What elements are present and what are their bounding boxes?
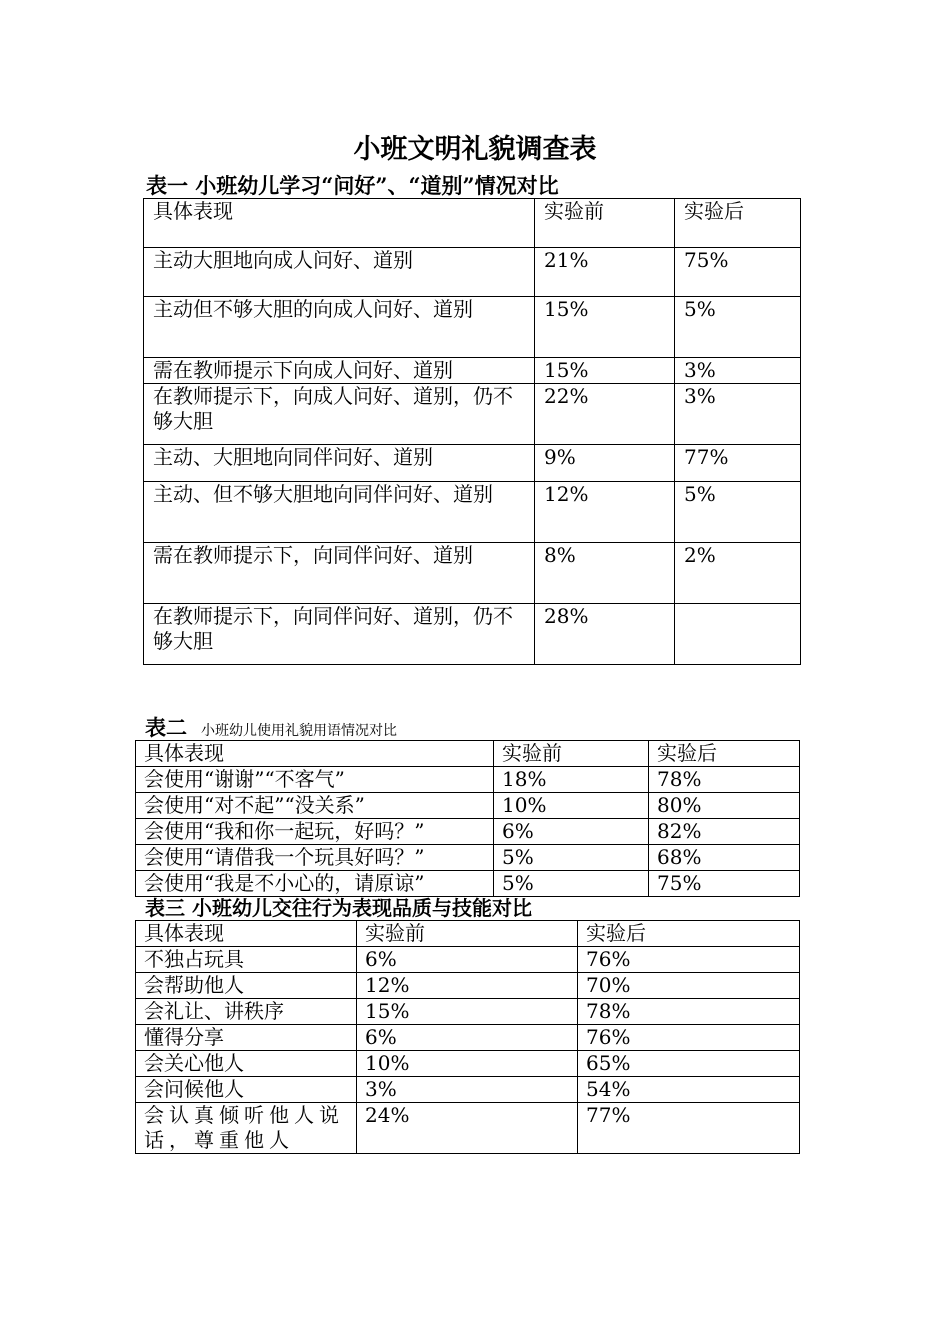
after-cell: 76% <box>578 1025 800 1051</box>
behavior-cell: 会关心他人 <box>136 1051 357 1077</box>
table-row <box>136 793 800 819</box>
after-cell: 3% <box>675 384 801 445</box>
header-cell: 具体表现 <box>136 741 494 767</box>
behavior-cell: 会使用“对不起”“没关系” <box>136 793 494 819</box>
header-cell: 实验后 <box>675 199 801 248</box>
table-row <box>144 384 801 445</box>
behavior-cell: 会使用“我是不小心的，请原谅” <box>136 871 494 897</box>
behavior-cell: 主动大胆地向成人问好、道别 <box>144 248 535 297</box>
after-cell: 82% <box>649 819 800 845</box>
before-cell: 21% <box>535 248 675 297</box>
table-header-row <box>136 741 800 767</box>
behavior-cell: 懂得分享 <box>136 1025 357 1051</box>
after-cell: 77% <box>675 445 801 482</box>
before-cell: 9% <box>535 445 675 482</box>
after-cell: 80% <box>649 793 800 819</box>
table-row <box>136 1051 800 1077</box>
before-cell: 3% <box>357 1077 578 1103</box>
before-cell: 15% <box>535 297 675 358</box>
after-cell: 78% <box>649 767 800 793</box>
behavior-cell: 会问候他人 <box>136 1077 357 1103</box>
table-row <box>144 482 801 543</box>
before-cell: 5% <box>494 845 649 871</box>
table-row <box>144 445 801 482</box>
document-title: 小班文明礼貌调查表 <box>353 134 597 165</box>
header-cell: 具体表现 <box>144 199 535 248</box>
behavior-cell: 主动、大胆地向同伴问好、道别 <box>144 445 535 482</box>
after-cell: 5% <box>675 482 801 543</box>
header-cell: 具体表现 <box>136 921 357 947</box>
table-row <box>136 845 800 871</box>
after-cell: 5% <box>675 297 801 358</box>
table-row <box>136 767 800 793</box>
table-row <box>136 1025 800 1051</box>
table-row <box>144 358 801 384</box>
before-cell: 12% <box>535 482 675 543</box>
table-row <box>136 973 800 999</box>
table1 <box>143 198 801 665</box>
before-cell: 28% <box>535 604 675 665</box>
after-cell <box>675 604 801 665</box>
before-cell: 5% <box>494 871 649 897</box>
table2-caption-label: 表二 <box>145 715 187 740</box>
table3 <box>135 920 800 1154</box>
table-row <box>136 999 800 1025</box>
header-cell: 实验前 <box>357 921 578 947</box>
after-cell: 77% <box>578 1103 800 1154</box>
table2 <box>135 740 800 897</box>
after-cell: 75% <box>675 248 801 297</box>
table-row <box>136 1077 800 1103</box>
header-cell: 实验后 <box>578 921 800 947</box>
before-cell: 15% <box>535 358 675 384</box>
behavior-cell: 在教师提示下，向同伴问好、道别，仍不够大胆 <box>144 604 535 665</box>
table-row <box>136 947 800 973</box>
table2-caption-text: 小班幼儿使用礼貌用语情况对比 <box>201 723 397 739</box>
after-cell: 68% <box>649 845 800 871</box>
behavior-cell: 不独占玩具 <box>136 947 357 973</box>
before-cell: 10% <box>494 793 649 819</box>
table-row <box>144 604 801 665</box>
behavior-cell: 主动、但不够大胆地向同伴问好、道别 <box>144 482 535 543</box>
before-cell: 8% <box>535 543 675 604</box>
after-cell: 2% <box>675 543 801 604</box>
before-cell: 22% <box>535 384 675 445</box>
table-row <box>144 248 801 297</box>
after-cell: 54% <box>578 1077 800 1103</box>
header-cell: 实验前 <box>494 741 649 767</box>
table-header-row <box>144 199 801 248</box>
behavior-cell: 在教师提示下，向成人问好、道别，仍不够大胆 <box>144 384 535 445</box>
before-cell: 15% <box>357 999 578 1025</box>
table-row <box>144 297 801 358</box>
behavior-cell: 会使用“谢谢”“不客气” <box>136 767 494 793</box>
after-cell: 3% <box>675 358 801 384</box>
before-cell: 6% <box>494 819 649 845</box>
behavior-cell: 需在教师提示下向成人问好、道别 <box>144 358 535 384</box>
behavior-cell: 会使用“请借我一个玩具好吗？” <box>136 845 494 871</box>
after-cell: 78% <box>578 999 800 1025</box>
table-row <box>136 819 800 845</box>
table2-caption <box>145 716 397 743</box>
before-cell: 6% <box>357 1025 578 1051</box>
before-cell: 24% <box>357 1103 578 1154</box>
before-cell: 10% <box>357 1051 578 1077</box>
table-row <box>136 1103 800 1154</box>
behavior-cell: 主动但不够大胆的向成人问好、道别 <box>144 297 535 358</box>
table-header-row <box>136 921 800 947</box>
after-cell: 65% <box>578 1051 800 1077</box>
before-cell: 12% <box>357 973 578 999</box>
table-row <box>144 543 801 604</box>
behavior-cell: 需在教师提示下，向同伴问好、道别 <box>144 543 535 604</box>
before-cell: 18% <box>494 767 649 793</box>
table1-caption: 表一 小班幼儿学习“问好”、“道别”情况对比 <box>146 173 559 198</box>
header-cell: 实验前 <box>535 199 675 248</box>
table3-caption: 表三 小班幼儿交往行为表现品质与技能对比 <box>145 896 532 920</box>
before-cell: 6% <box>357 947 578 973</box>
table-row <box>136 871 800 897</box>
behavior-cell: 会礼让、讲秩序 <box>136 999 357 1025</box>
after-cell: 70% <box>578 973 800 999</box>
after-cell: 75% <box>649 871 800 897</box>
behavior-cell: 会帮助他人 <box>136 973 357 999</box>
behavior-cell: 会使用“我和你一起玩，好吗？” <box>136 819 494 845</box>
header-cell: 实验后 <box>649 741 800 767</box>
behavior-cell: 会认真倾听他人说话，尊重他人 <box>136 1103 357 1154</box>
after-cell: 76% <box>578 947 800 973</box>
